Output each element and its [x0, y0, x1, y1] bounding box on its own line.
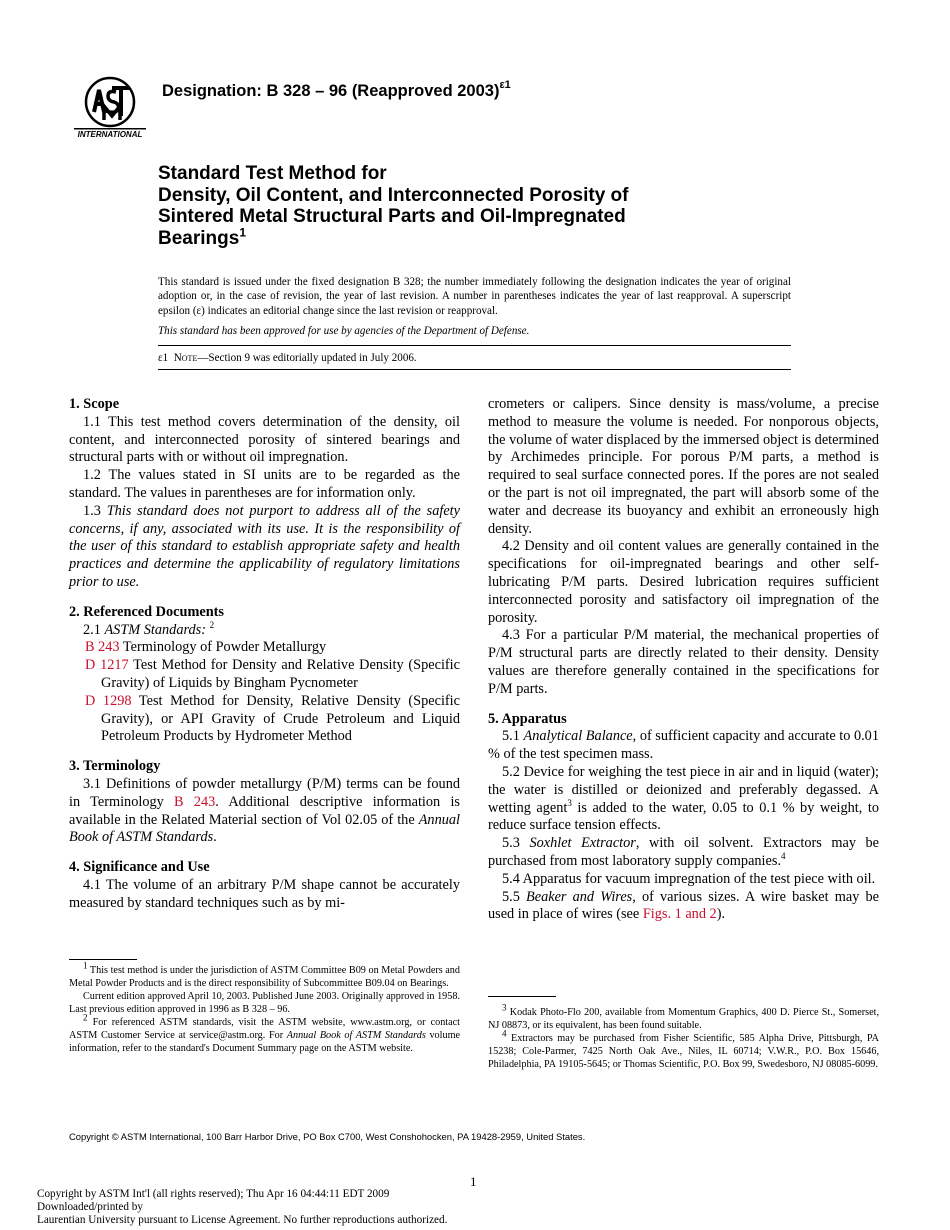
terminology-heading: 3. Terminology — [69, 758, 161, 775]
significance-4-2: 4.2 Density and oil content values are generally contained in the specifications for oil-impregnated bearings and other self-lubricating P/M parts. Desired lubrication requires sufficient interconnected porosity and satisfactory oil impregnation of the porosity. — [488, 538, 879, 626]
scope-heading: 1. Scope — [69, 396, 120, 412]
terminology-link-b243[interactable]: B 243 — [174, 793, 216, 810]
footnote-4 — [488, 1028, 879, 1071]
footnote-4-mark: 4 — [502, 1028, 507, 1039]
referenced-intro-text: ASTM Standards: — [104, 621, 206, 638]
footnotes-right — [488, 1002, 879, 1071]
apparatus-5-1 — [488, 728, 879, 764]
footnote-2-book: Annual Book of ASTM Standards — [286, 1030, 426, 1041]
ref-item — [85, 693, 460, 746]
license-stamp — [37, 1188, 447, 1226]
title-line-4 — [158, 225, 778, 250]
apparatus-5-1-num: 5.1 — [502, 728, 520, 745]
scope-1-2: 1.2 The values stated in SI units are to be regarded as the standard. The values in parentheses are for information only. — [69, 467, 460, 501]
footnotes-left — [69, 960, 461, 1055]
designation-sup: ε1 — [499, 78, 511, 91]
apparatus-5-3-text: , with oil solvent. Extractors may be purchased from most laboratory supply companies. — [488, 835, 880, 869]
section-scope — [69, 396, 460, 592]
ref-item — [85, 639, 460, 657]
figs-link[interactable]: Figs. 1 and 2 — [642, 906, 717, 923]
section-referenced-documents — [69, 604, 460, 746]
referenced-intro — [69, 619, 460, 640]
designation-text: Designation: B 328 – 96 (Reapproved 2003) — [162, 82, 500, 100]
scope-1-3 — [69, 503, 460, 592]
apparatus-5-5-num: 5.5 — [502, 888, 520, 905]
apparatus-5-3-num: 5.3 — [502, 835, 520, 852]
significance-4-3: 4.3 For a particular P/M material, the mechanical properties of P/M structural parts are directly related to their density. Density values are therefore generally contained in the specifications for P/M parts. — [488, 627, 879, 697]
apparatus-5-4: 5.4 Apparatus for vacuum impregnation of the test piece with oil. — [502, 870, 876, 887]
terminology-book-title: Annual Book of ASTM Standards — [69, 811, 460, 846]
referenced-intro-num: 2.1 — [83, 621, 101, 638]
designation — [162, 78, 511, 101]
footnote-2 — [69, 1012, 461, 1055]
footnote-1-mark: 1 — [83, 960, 88, 971]
ref-link-d1217[interactable]: D 1217 — [85, 657, 129, 674]
left-column — [69, 396, 460, 913]
astm-logo-icon — [68, 76, 152, 140]
note-label: Note — [173, 352, 198, 364]
dod-approval: This standard has been approved for use by agencies of the Department of Defense. — [158, 325, 530, 337]
footnote-1b: Current edition approved April 10, 2003. Published June 2003. Originally approved in 1958. Last previous edition approved in 1996 as B 328 – 96. — [69, 991, 460, 1015]
ref-link-d1298[interactable]: D 1298 — [85, 692, 132, 709]
copyright-line: Copyright © ASTM International, 100 Barr Harbor Drive, PO Box C700, West Conshohocken, PA 19428-2959, United States. — [69, 1131, 586, 1142]
footnote-4-text: Extractors may be purchased from Fisher Scientific, 585 Alpha Drive, Pittsburgh, PA 15238; Cole-Parmer, 7425 North Oak Ave., Niles, IL 60714; V.W.R., P.O. Box 15646, Philadelphia, PA 19105-5645; or Thomas Scientific, P.O. Box 99, Swedesboro, NJ 08085-6099. — [488, 1033, 879, 1070]
note-rule-top — [158, 345, 791, 346]
footnote-rule-left — [69, 959, 137, 960]
apparatus-5-1-text: , of sufficient capacity and accurate to 0.01 % of the test specimen mass. — [488, 728, 879, 763]
ref-text: Terminology of Powder Metallurgy — [122, 639, 327, 656]
stamp-line-1: Copyright by ASTM Int'l (all rights reserved); Thu Apr 16 04:44:11 EDT 2009 — [37, 1188, 390, 1200]
apparatus-5-2-sup: 3 — [567, 797, 572, 808]
significance-heading: 4. Significance and Use — [69, 859, 210, 876]
logo-wordmark: INTERNATIONAL — [77, 130, 143, 139]
referenced-heading: 2. Referenced Documents — [69, 603, 224, 620]
footnote-2-text-a: For referenced ASTM standards, visit the ASTM website, www.astm.org, or contact ASTM Customer Service at service@astm.org. For — [69, 1017, 460, 1041]
note-rule-bottom — [158, 369, 791, 370]
terminology-text-a: 3.1 Definitions of powder metallurgy (P/M) terms can be found in Terminology — [69, 775, 460, 810]
page-number: 1 — [470, 1174, 477, 1189]
footnote-1-text: This test method is under the jurisdiction of ASTM Committee B09 on Metal Powders and Metal Powder Products and is the direct responsibility of Subcommittee B09.04 on Bearings. — [69, 965, 460, 989]
scope-1-1: 1.1 This test method covers determination of the density, oil content, and interconnected porosity of sintered bearings and structural parts with or without oil impregnation. — [69, 413, 460, 466]
ref-text: Test Method for Density, Relative Density (Specific Gravity), or API Gravity of Crude Petroleum and Liquid Petroleum Products by Hydrometer Method — [101, 692, 460, 745]
stamp-line-2: Downloaded/printed by — [37, 1200, 143, 1213]
referenced-intro-sup: 2 — [209, 619, 215, 630]
ref-link-b243[interactable]: B 243 — [85, 639, 120, 656]
terminology-3-1 — [69, 776, 460, 847]
title-line-3: Sintered Metal Structural Parts and Oil-Impregnated — [158, 206, 626, 227]
ref-item — [85, 657, 460, 693]
editorial-note — [158, 352, 791, 364]
section-terminology — [69, 758, 460, 847]
apparatus-5-5-end: ). — [716, 906, 726, 923]
issued-statement: This standard is issued under the fixed designation B 328; the number immediately following the designation indicates the year of original adoption or, in the case of revision, the year of last revision. A number in parentheses indicates the year of last reapproval. A superscript epsilon (ε) indicates an editorial change since the last revision or reapproval. — [158, 276, 791, 317]
apparatus-5-2-text-b: is added to the water, 0.05 to 0.1 % by weight, to reduce surface tension effects. — [488, 799, 879, 834]
stamp-line-3: Laurentian University pursuant to License Agreement. No further reproductions authorized. — [37, 1213, 448, 1226]
astm-logo — [68, 76, 152, 140]
apparatus-5-3-term: Soxhlet Extractor — [529, 835, 636, 852]
footnote-1 — [69, 960, 460, 990]
footnote-3 — [488, 1002, 879, 1032]
footnote-2-text-b: volume information, refer to the standard's Document Summary page on the ASTM website. — [69, 1030, 461, 1054]
apparatus-5-5 — [488, 889, 879, 925]
ref-text: Test Method for Density and Relative Density (Specific Gravity) of Liquids by Bingham Pycnometer — [101, 657, 460, 691]
note-text: —Section 9 was editorially updated in July 2006. — [197, 352, 417, 364]
right-column — [488, 396, 879, 924]
terminology-text-c: . — [213, 829, 217, 846]
apparatus-5-3 — [488, 835, 879, 871]
terminology-text-b: . Additional descriptive information is available in the Related Material section of Vol 02.05 of the — [69, 793, 460, 828]
footnote-3-mark: 3 — [502, 1002, 507, 1013]
apparatus-heading: 5. Apparatus — [488, 710, 567, 727]
footnote-rule-right — [488, 996, 556, 997]
title-footnote-ref: 1 — [239, 225, 246, 240]
footnote-3-text: Kodak Photo-Flo 200, available from Momentum Graphics, 400 D. Pierce St., Somerset, NJ 08873, or its equivalent, has been found suitable. — [488, 1007, 879, 1031]
section-apparatus — [488, 711, 879, 925]
scope-1-3-text: This standard does not purport to address all of the safety concerns, if any, associated with its use. It is the responsibility of the user of this standard to establish appropriate safety and health practices and determine the applicability of regulatory limitations prior to use. — [69, 502, 460, 590]
apparatus-5-3-sup: 4 — [781, 851, 786, 862]
apparatus-5-5-term: Beaker and Wires — [526, 888, 633, 905]
scope-1-3-num: 1.3 — [83, 502, 101, 519]
apparatus-5-1-term: Analytical Balance — [523, 728, 633, 745]
document-title — [158, 163, 778, 249]
section-significance — [69, 859, 460, 912]
note-mark: ε1 — [158, 352, 169, 364]
title-line-1: Standard Test Method for — [158, 163, 387, 184]
apparatus-5-2 — [488, 764, 879, 835]
apparatus-5-2-text-a: 5.2 Device for weighing the test piece in air and in liquid (water); the water is distilled or deionized and preferably degassed. A wetting agent — [488, 763, 879, 816]
apparatus-5-5-text: , of various sizes. A wire basket may be used in place of wires (see — [488, 888, 879, 923]
significance-4-1-start: 4.1 The volume of an arbitrary P/M shape cannot be accurately measured by standard techniques such as by mi- — [69, 876, 460, 911]
footnote-2-mark: 2 — [83, 1012, 88, 1023]
title-line-2: Density, Oil Content, and Interconnected Porosity of — [158, 184, 629, 206]
significance-4-1-cont: crometers or calipers. Since density is mass/volume, a precise method to measure the volume is needed. For nonporous objects, the volume of water displaced by the immersed object is determined by Archimedes principle. For porous P/M parts, a method is required to seal surface connected pores. If the pores are not sealed or the part is not oil impregnated, the part will absorb some of the water and decrease its buoyancy and exhibit an erroneously high density. — [488, 396, 879, 537]
title-line-4-text: Bearings — [158, 227, 240, 249]
